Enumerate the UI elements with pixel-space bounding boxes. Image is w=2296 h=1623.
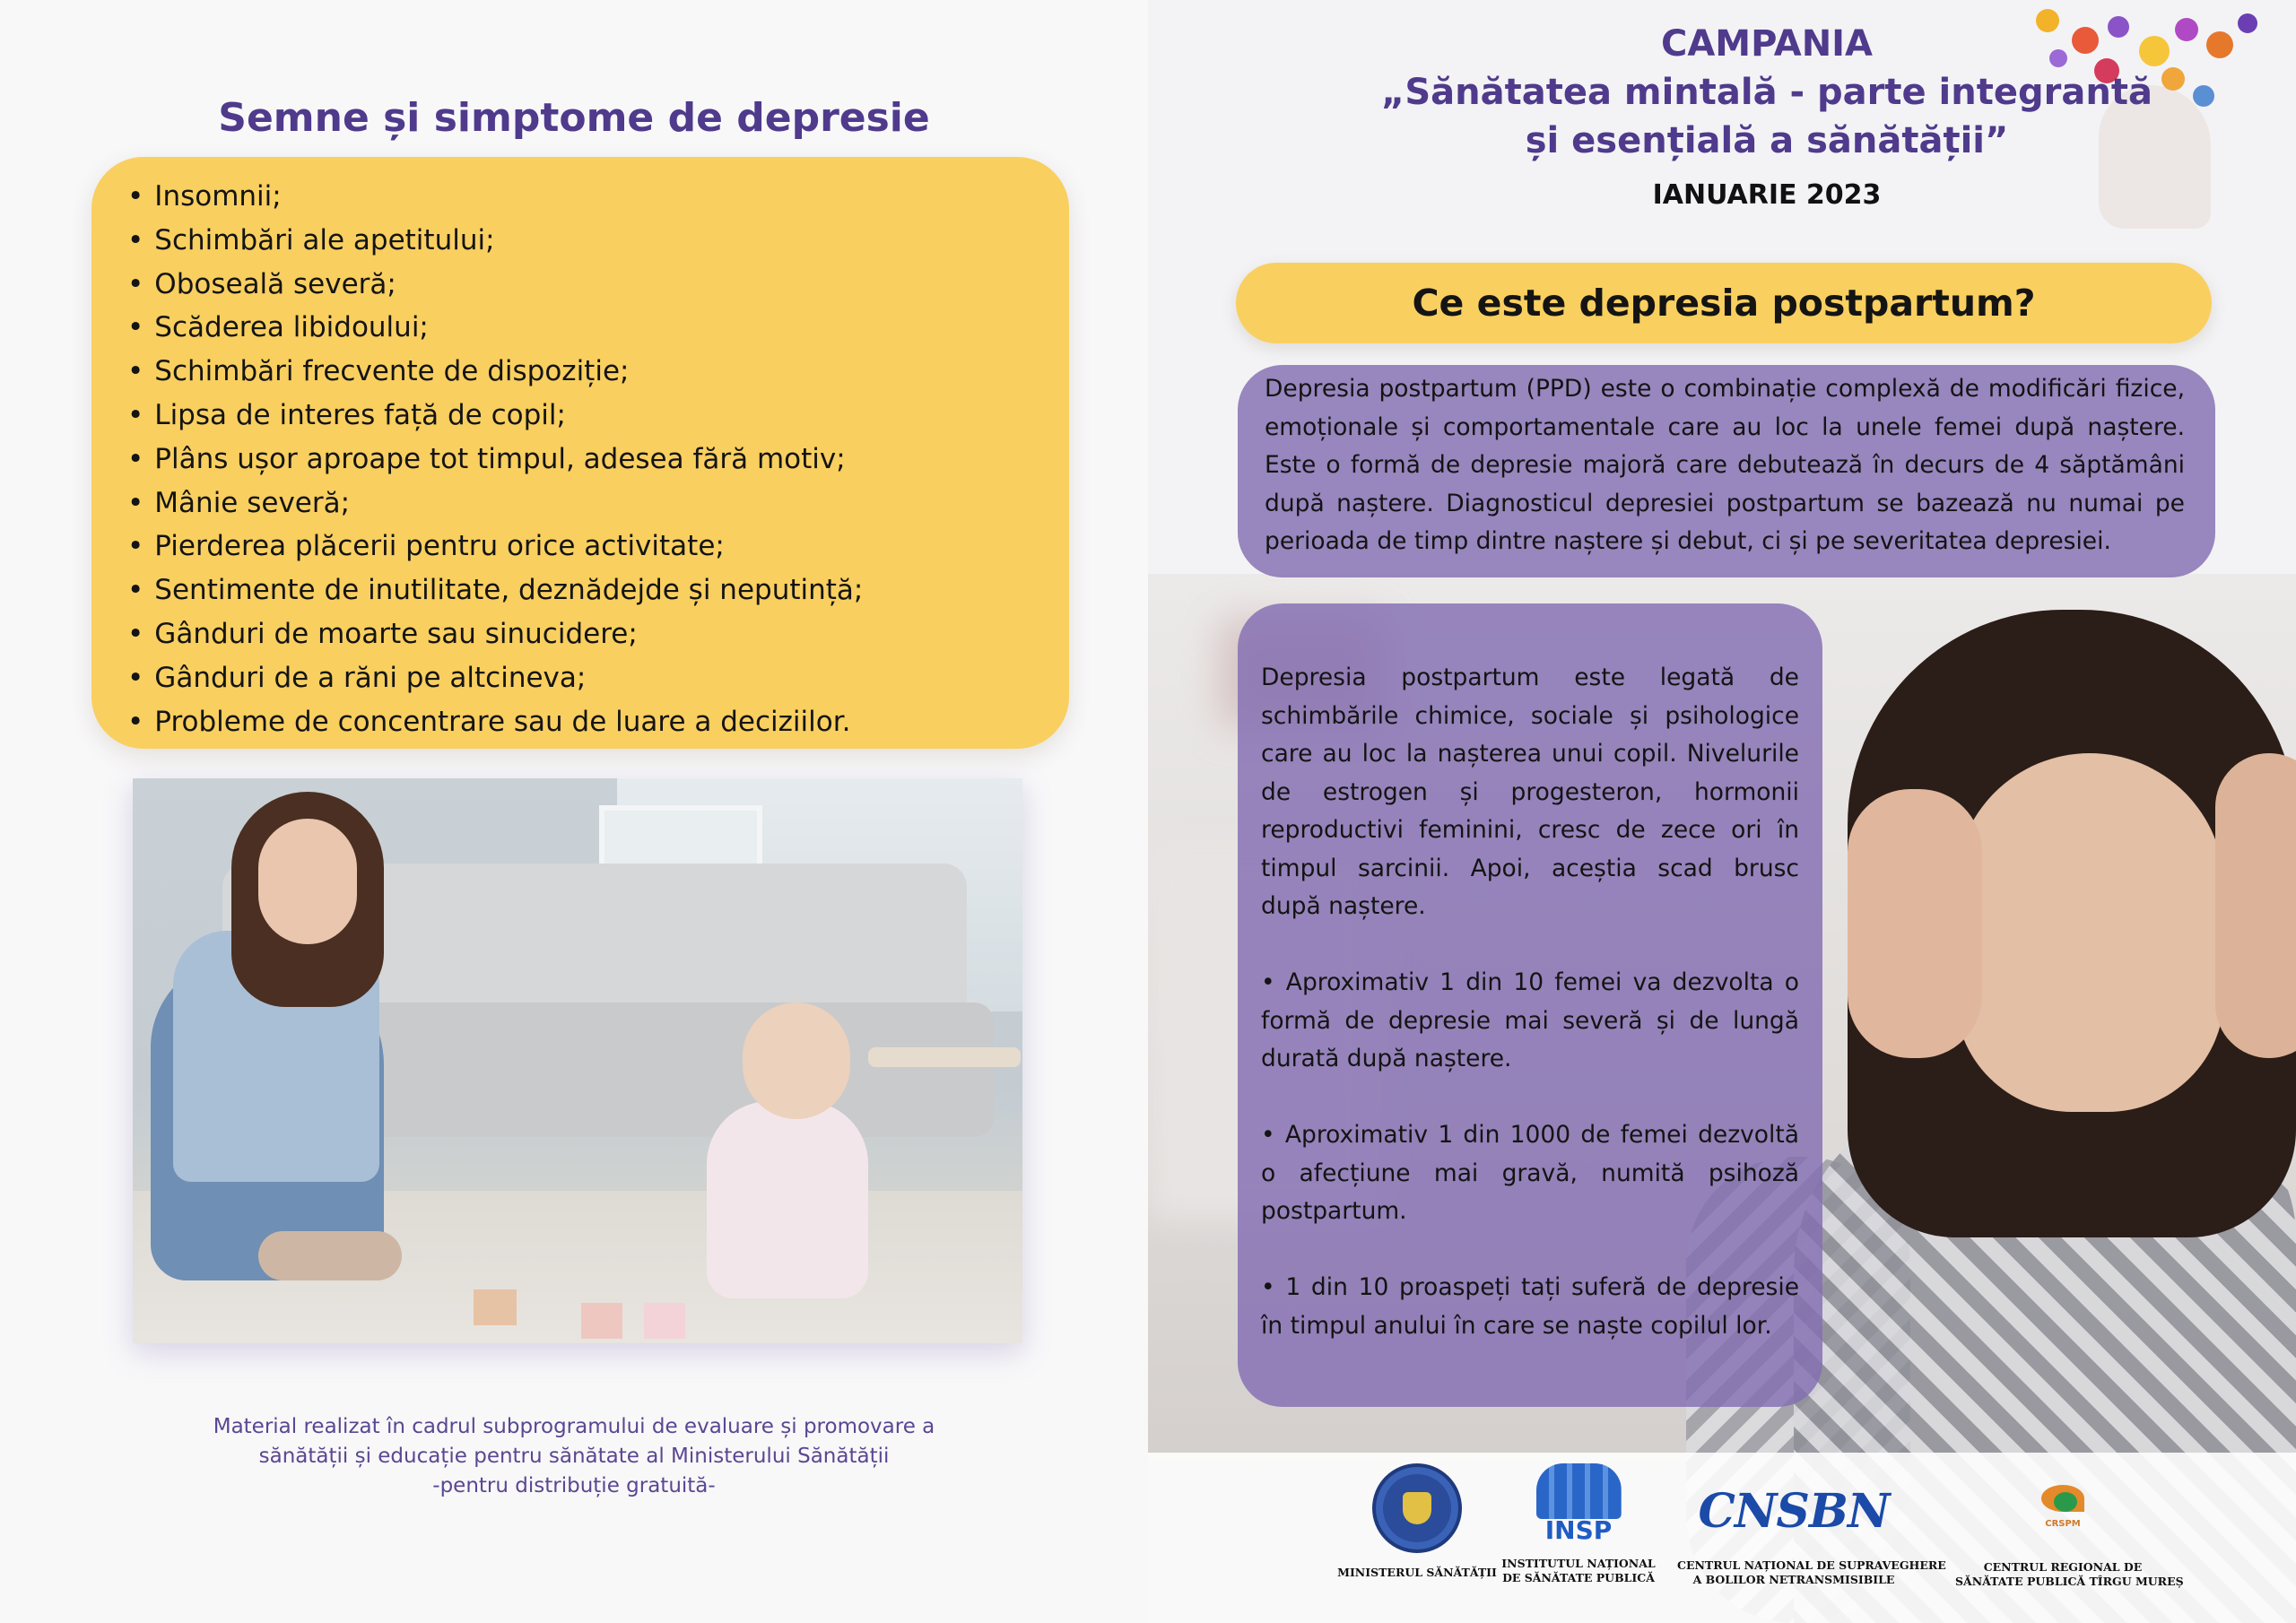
campaign-header xyxy=(1148,20,2296,215)
photo-toy-block xyxy=(474,1289,517,1325)
symptom-item: • Lipsa de interes față de copil; xyxy=(127,394,1069,438)
insp-logo-icon xyxy=(1536,1463,1622,1546)
partner-logos xyxy=(1148,1453,2296,1623)
facts-bullet: • Aproximativ 1 din 1000 de femei dezvoltă o afecțiune mai gravă, numită psihoză postpartum. xyxy=(1261,1121,1799,1225)
facts-box xyxy=(1238,603,1822,1407)
symptoms-list xyxy=(91,157,1069,743)
logo-insp xyxy=(1489,1463,1668,1585)
symptom-item: • Pierderea plăcerii pentru orice activitate; xyxy=(127,525,1069,568)
insp-wordmark: INSP xyxy=(1544,1515,1613,1545)
photo-shoe xyxy=(258,1231,402,1280)
definition-box xyxy=(1238,365,2215,577)
symptom-item: • Sentimente de inutilitate, deznădejde și neputință; xyxy=(127,568,1069,612)
photo-toy-block xyxy=(581,1303,622,1339)
symptom-item: • Schimbări frecvente de dispoziție; xyxy=(127,350,1069,394)
symptom-item: • Gânduri de a răni pe altcineva; xyxy=(127,656,1069,700)
facts-bullet: • Aproximativ 1 din 10 femei va dezvolta o formă de depresie mai severă și de lungă durată după naștere. xyxy=(1261,968,1799,1072)
symptoms-title: Semne și simptome de depresie xyxy=(218,95,930,141)
campaign-label: CAMPANIA xyxy=(1660,23,1874,65)
definition-text: Depresia postpartum (PPD) este o combinație complexă de modificări fizice, emoționale și comportamentale care au loc la unele femei după naștere. Este o formă de depresie majoră care debutează în decurs de 4 săptămâni după naștere. Diagnosticul depresiei postpartum se bazează nu numai pe perioada de timp dintre naștere și debut, ci și pe severitatea depresiei. xyxy=(1265,375,2185,555)
mother-baby-photo xyxy=(133,778,1022,1343)
photo-baby-body xyxy=(707,1101,868,1298)
campaign-title-line2: și esențială a sănătății” xyxy=(1525,120,2009,161)
photo-side-table xyxy=(868,1047,1021,1067)
crspm-wordmark: CRSPM xyxy=(2045,1519,2081,1529)
footnote-line: -pentru distribuție gratuită- xyxy=(432,1474,716,1497)
symptom-item: • Schimbări ale apetitului; xyxy=(127,219,1069,263)
question-heading: Ce este depresia postpartum? xyxy=(1236,263,2212,343)
photo-hand xyxy=(1848,789,1982,1058)
symptoms-box xyxy=(91,157,1069,749)
photo-woman-face xyxy=(258,819,357,944)
logo-crspm xyxy=(1955,1463,2184,1589)
symptom-item: • Insomnii; xyxy=(127,175,1069,219)
logo-caption: INSTITUTUL NAȚIONAL xyxy=(1501,1557,1656,1570)
logo-caption: A BOLILOR NETRANSMISIBILE xyxy=(1692,1573,1895,1586)
logo-caption: DE SĂNĂTATE PUBLICĂ xyxy=(1502,1571,1655,1584)
photo-toy-block xyxy=(644,1303,685,1339)
symptom-item: • Oboseală severă; xyxy=(127,263,1069,307)
footnote-line: Material realizat în cadrul subprogramului de evaluare și promovare a xyxy=(213,1415,935,1438)
symptom-item: • Gânduri de moarte sau sinucidere; xyxy=(127,612,1069,656)
logo-cnsbn xyxy=(1677,1463,1946,1587)
campaign-date: IANUARIE 2023 xyxy=(1652,179,1882,211)
facts-paragraph: Depresia postpartum este legată de schimbările chimice, sociale și psihologice care au loc la nașterea unui copil. Nivelurile de estrogen și progesteron, hormonii reproductivi feminini, cresc de zece ori în timpul sarcinii. Apoi, aceștia scad brusc după naștere. xyxy=(1261,664,1799,920)
footnote-line: sănătății și educație pentru sănătate al Ministerului Sănătății xyxy=(258,1445,890,1468)
symptom-item: • Mânie severă; xyxy=(127,482,1069,525)
logo-caption: CENTRUL REGIONAL DE xyxy=(1983,1560,2143,1574)
right-panel xyxy=(1148,0,2296,1623)
cnsbn-wordmark: CNSBN xyxy=(1698,1484,1890,1539)
crspm-leaf-icon xyxy=(2054,1492,2077,1512)
photo-hand xyxy=(2215,753,2296,1058)
insp-figures-icon xyxy=(1536,1463,1622,1519)
symptom-item: • Probleme de concentrare sau de luare a deciziilor. xyxy=(127,700,1069,744)
facts-bullet: • 1 din 10 proaspeți tați suferă de depresie în timpul anului în care se naște copilul lor. xyxy=(1261,1273,1799,1340)
symptom-item: • Plâns ușor aproape tot timpul, adesea fără motiv; xyxy=(127,438,1069,482)
government-seal-icon xyxy=(1372,1463,1462,1553)
crspm-logo-icon xyxy=(2027,1480,2099,1542)
footnote xyxy=(126,1412,1022,1501)
photo-baby-head xyxy=(743,1002,850,1119)
symptom-item: • Scăderea libidoului; xyxy=(127,306,1069,350)
logo-caption: CENTRUL NAȚIONAL DE SUPRAVEGHERE xyxy=(1677,1558,1946,1572)
logo-caption: MINISTERUL SĂNĂTĂȚII xyxy=(1337,1566,1497,1579)
facts-text xyxy=(1261,659,1799,1384)
photo-woman-face xyxy=(1955,753,2224,1112)
logo-ministerul-sanatatii xyxy=(1327,1463,1507,1580)
logo-caption: SĂNĂTATE PUBLICĂ TÎRGU MUREȘ xyxy=(1955,1575,2184,1588)
campaign-title-line1: „Sănătatea mintală - parte integrantă xyxy=(1381,72,2152,113)
